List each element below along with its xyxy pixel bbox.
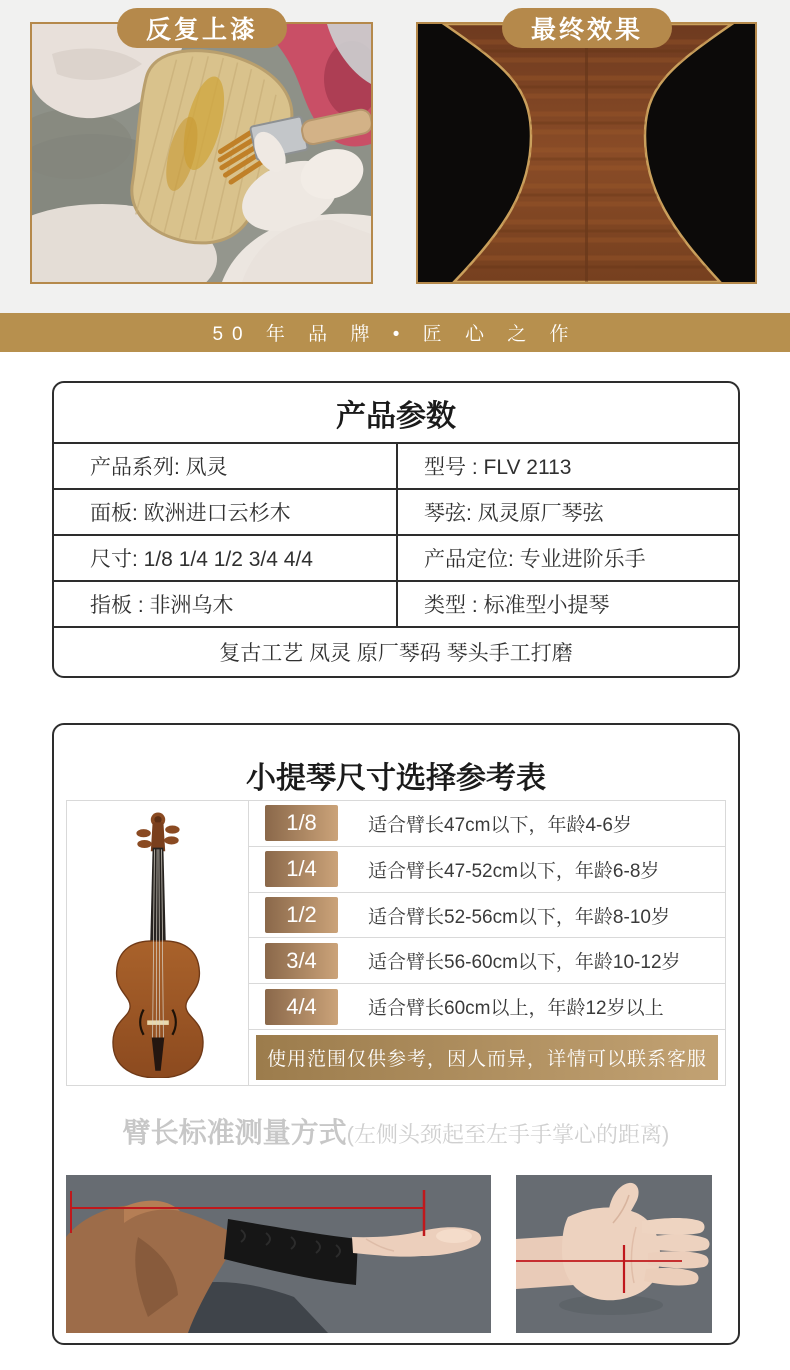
spec-positioning: 产品定位: 专业进阶乐手 <box>424 548 646 571</box>
measure-caption-title: 臂长标准测量方式 <box>122 1117 347 1148</box>
measure-caption-sub: (左侧头颈起至左手手掌心的距离) <box>346 1122 670 1147</box>
brand-banner-text: 50 年 品 牌 • 匠 心 之 作 <box>212 324 578 345</box>
size-guide-panel <box>52 723 740 1345</box>
violin-front-illustration <box>95 808 221 1078</box>
size-desc-1-8: 适合臂长47cm以下，年龄4-6岁 <box>368 814 632 836</box>
spec-strings: 琴弦: 凤灵原厂琴弦 <box>424 502 604 525</box>
size-badge-4-4: 4/4 <box>265 989 338 1025</box>
varnishing-photo <box>30 22 373 284</box>
size-note-row <box>249 1030 725 1085</box>
specs-title: 产品参数 <box>336 399 456 433</box>
brand-banner <box>0 313 790 352</box>
spec-footer-craft: 复古工艺 凤灵 原厂琴码 琴头手工打磨 <box>219 641 573 665</box>
size-row-1-2 <box>249 893 725 939</box>
final-result-photo <box>416 22 757 284</box>
spec-model: 型号 : FLV 2113 <box>424 456 572 479</box>
spec-row-sizes-position <box>54 536 738 582</box>
size-desc-3-4: 适合臂长56-60cm以下，年龄10-12岁 <box>368 952 681 974</box>
varnishing-illustration <box>32 24 371 282</box>
palm-measure-photo <box>516 1175 712 1333</box>
spec-sizes: 尺寸: 1/8 1/4 1/2 3/4 4/4 <box>54 536 398 580</box>
arm-measure-illustration <box>66 1175 491 1333</box>
size-badge-1-4: 1/4 <box>265 851 338 887</box>
size-row-1-4 <box>249 847 725 893</box>
spec-row-series-model <box>54 444 738 490</box>
size-badge-1-2: 1/2 <box>265 897 338 933</box>
arm-measure-photo <box>66 1175 491 1333</box>
size-rows <box>249 801 725 1085</box>
size-badge-3-4: 3/4 <box>265 943 338 979</box>
size-guide-title: 小提琴尺寸选择参考表 <box>246 762 546 795</box>
hero-badge-final-label: 最终效果 <box>530 16 643 44</box>
hero-section <box>0 0 790 313</box>
spec-type: 类型 : 标准型小提琴 <box>424 594 610 617</box>
violin-image-cell <box>67 801 249 1085</box>
specs-header <box>54 383 738 444</box>
spec-row-top-strings <box>54 490 738 536</box>
hero-badge-varnishing-label: 反复上漆 <box>145 16 258 44</box>
hero-badge-final <box>502 8 672 48</box>
size-desc-4-4: 适合臂长60cm以上，年龄12岁以上 <box>368 998 664 1020</box>
spec-row-fingerboard-type <box>54 582 738 628</box>
product-specs-panel <box>52 381 740 678</box>
measure-caption <box>54 1111 738 1151</box>
palm-measure-illustration <box>516 1175 712 1333</box>
spec-fingerboard: 指板 : 非洲乌木 <box>54 582 398 626</box>
spec-top-wood: 面板: 欧洲进口云杉木 <box>54 490 398 534</box>
size-row-1-8 <box>249 801 725 847</box>
size-badge-1-8: 1/8 <box>265 805 338 841</box>
spec-series: 产品系列: 凤灵 <box>54 444 398 488</box>
size-row-3-4 <box>249 938 725 984</box>
size-reference-table <box>66 800 726 1086</box>
size-desc-1-2: 适合臂长52-56cm以下，年龄8-10岁 <box>368 906 670 928</box>
hero-badge-varnishing <box>117 8 287 48</box>
violin-waist-illustration <box>418 24 755 282</box>
size-note-bar: 使用范围仅供参考，因人而异，详情可以联系客服 <box>256 1035 718 1080</box>
size-row-4-4 <box>249 984 725 1030</box>
size-desc-1-4: 适合臂长47-52cm以下，年龄6-8岁 <box>368 860 660 882</box>
